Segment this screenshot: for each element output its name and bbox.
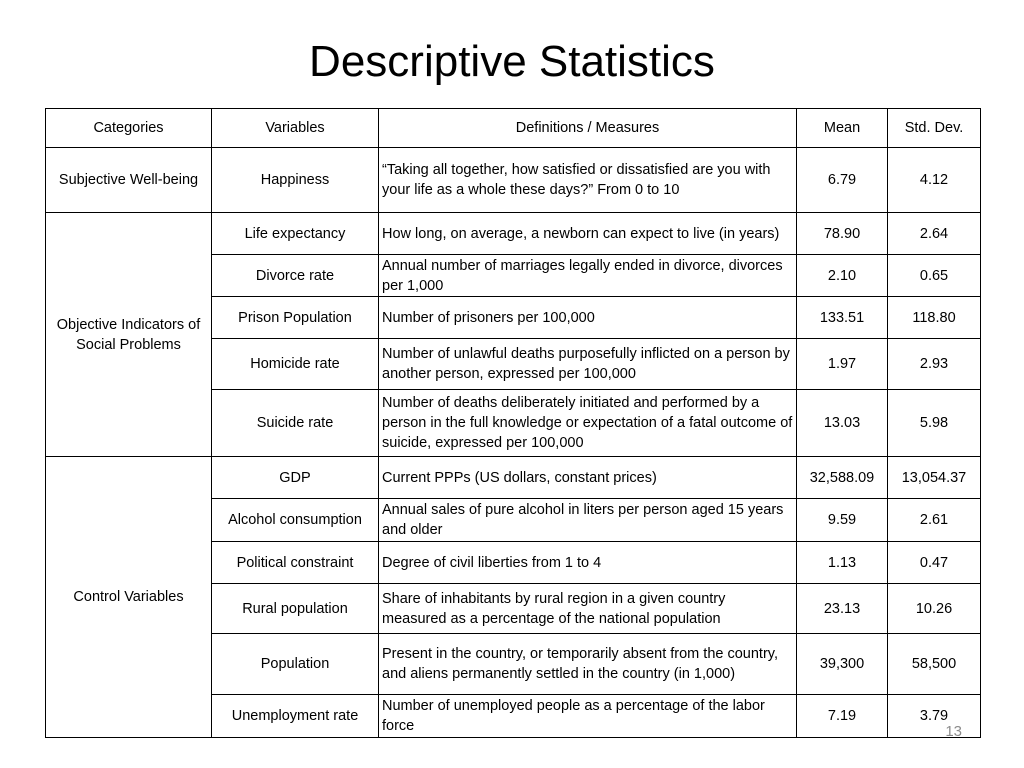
mean-cell: 1.97 bbox=[797, 339, 888, 390]
std-dev-cell: 2.64 bbox=[888, 213, 981, 255]
header-categories: Categories bbox=[46, 109, 212, 148]
category-cell: Objective Indicators of Social Problems bbox=[46, 213, 212, 457]
table-row bbox=[46, 457, 981, 499]
header-mean: Mean bbox=[797, 109, 888, 148]
mean-cell: 9.59 bbox=[797, 499, 888, 542]
definition-cell: Current PPPs (US dollars, constant prices) bbox=[379, 457, 797, 499]
category-cell: Subjective Well-being bbox=[46, 148, 212, 213]
std-dev-cell: 118.80 bbox=[888, 297, 981, 339]
slide-title: Descriptive Statistics bbox=[309, 37, 715, 86]
mean-cell: 32,588.09 bbox=[797, 457, 888, 499]
variable-cell: Life expectancy bbox=[212, 213, 379, 255]
definition-cell: Number of unemployed people as a percentage of the labor force bbox=[379, 695, 797, 738]
std-dev-cell: 58,500 bbox=[888, 634, 981, 695]
variable-cell: GDP bbox=[212, 457, 379, 499]
std-dev-cell: 5.98 bbox=[888, 390, 981, 457]
std-dev-cell: 13,054.37 bbox=[888, 457, 981, 499]
mean-cell: 133.51 bbox=[797, 297, 888, 339]
definition-cell: Annual number of marriages legally ended in divorce, divorces per 1,000 bbox=[379, 255, 797, 297]
mean-cell: 7.19 bbox=[797, 695, 888, 738]
std-dev-cell: 2.93 bbox=[888, 339, 981, 390]
page-number: 13 bbox=[945, 723, 962, 740]
std-dev-cell: 0.65 bbox=[888, 255, 981, 297]
variable-cell: Political constraint bbox=[212, 542, 379, 584]
mean-cell: 6.79 bbox=[797, 148, 888, 213]
definition-cell: Share of inhabitants by rural region in a given country measured as a percentage of the national population bbox=[379, 584, 797, 634]
variable-cell: Unemployment rate bbox=[212, 695, 379, 738]
mean-cell: 23.13 bbox=[797, 584, 888, 634]
std-dev-cell: 0.47 bbox=[888, 542, 981, 584]
std-dev-cell: 2.61 bbox=[888, 499, 981, 542]
std-dev-cell: 10.26 bbox=[888, 584, 981, 634]
definition-cell: Number of deaths deliberately initiated and performed by a person in the full knowledge or expectation of a fatal outcome of suicide, expressed per 100,000 bbox=[379, 390, 797, 457]
statistics-table bbox=[45, 108, 981, 738]
variable-cell: Suicide rate bbox=[212, 390, 379, 457]
definition-cell: Present in the country, or temporarily absent from the country, and aliens permanently settled in the country (in 1,000) bbox=[379, 634, 797, 695]
variable-cell: Rural population bbox=[212, 584, 379, 634]
variable-cell: Population bbox=[212, 634, 379, 695]
std-dev-cell: 3.79 bbox=[888, 695, 981, 738]
variable-cell: Homicide rate bbox=[212, 339, 379, 390]
definition-cell: Degree of civil liberties from 1 to 4 bbox=[379, 542, 797, 584]
std-dev-cell: 4.12 bbox=[888, 148, 981, 213]
definition-cell: Annual sales of pure alcohol in liters per person aged 15 years and older bbox=[379, 499, 797, 542]
variable-cell: Divorce rate bbox=[212, 255, 379, 297]
mean-cell: 39,300 bbox=[797, 634, 888, 695]
definition-cell: Number of prisoners per 100,000 bbox=[379, 297, 797, 339]
header-std-dev: Std. Dev. bbox=[888, 109, 981, 148]
table-row bbox=[46, 213, 981, 255]
definition-cell: How long, on average, a newborn can expect to live (in years) bbox=[379, 213, 797, 255]
mean-cell: 2.10 bbox=[797, 255, 888, 297]
table-row bbox=[46, 148, 981, 213]
mean-cell: 13.03 bbox=[797, 390, 888, 457]
category-cell: Control Variables bbox=[46, 457, 212, 738]
definition-cell: Number of unlawful deaths purposefully inflicted on a person by another person, expressed per 100,000 bbox=[379, 339, 797, 390]
header-variables: Variables bbox=[212, 109, 379, 148]
header-definitions: Definitions / Measures bbox=[379, 109, 797, 148]
mean-cell: 78.90 bbox=[797, 213, 888, 255]
variable-cell: Happiness bbox=[212, 148, 379, 213]
table-header-row bbox=[46, 109, 981, 148]
variable-cell: Prison Population bbox=[212, 297, 379, 339]
variable-cell: Alcohol consumption bbox=[212, 499, 379, 542]
definition-cell: “Taking all together, how satisfied or dissatisfied are you with your life as a whole these days?” From 0 to 10 bbox=[379, 148, 797, 213]
mean-cell: 1.13 bbox=[797, 542, 888, 584]
